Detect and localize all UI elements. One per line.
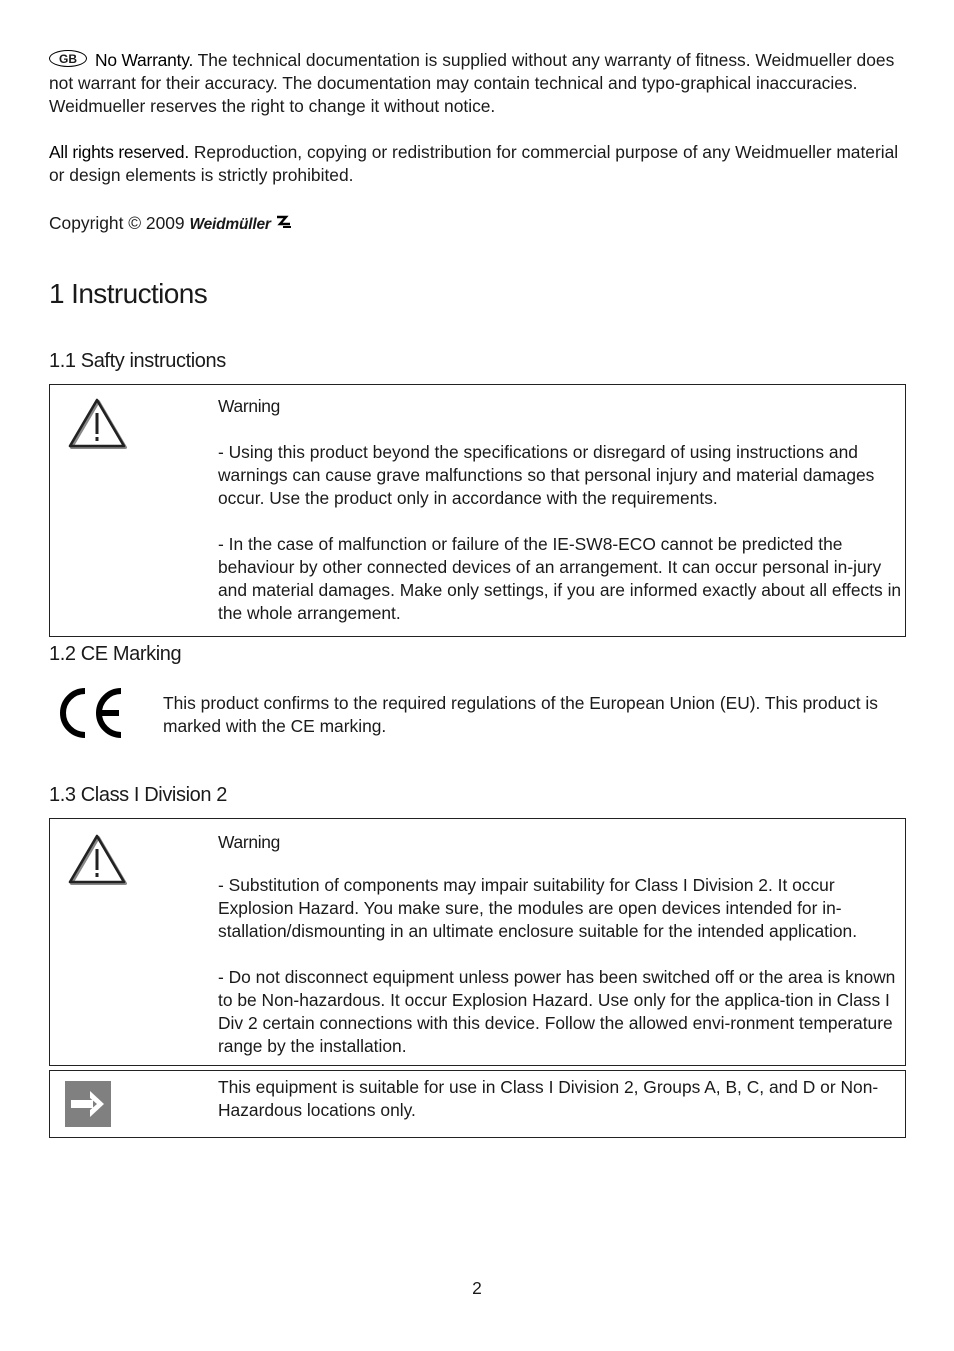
safety-warning-box (49, 384, 906, 637)
warranty-lead: No Warranty. (95, 50, 194, 70)
class1-warning-box (49, 818, 906, 1066)
ce-heading: 1.2 CE Marking (49, 643, 182, 665)
class1-warning-para-2: - Do not disconnect equipment unless power has been switched off or the area is known to be Non-hazardous. It occur Explosion Hazard. Use only for the applica-tion in Class I Div 2 certain connections with this device. Follow the allowed envi-ronment temperature range by the installation. (218, 967, 896, 1056)
page-number: 2 (472, 1278, 482, 1298)
class1-warning-para-1: - Substitution of components may impair suitability for Class I Division 2. It occur Explosion Hazard. You make sure, the modules are open devices intended for in-stallation/dismounting in an ultimate enclosure suitable for the intended application. (218, 875, 858, 941)
class1-warning-text (218, 831, 903, 1058)
gb-language-badge: GB (49, 50, 87, 67)
class1-heading: 1.3 Class I Division 2 (49, 784, 227, 806)
ce-text: This product confirms to the required regulations of the European Union (EU). This product is marked with the CE marking. (163, 693, 878, 736)
warning-triangle-icon (66, 395, 128, 458)
safety-warning-para-2: - In the case of malfunction or failure of the IE-SW8-ECO cannot be predicted the behaviour by other connected devices of an arrangement. It can occur personal in-jury and material damages. Make only settings, if you are informed exactly about all effects in the whole arrangement. (218, 534, 902, 623)
weidmueller-logo-icon (275, 214, 293, 237)
safety-heading: 1.1 Safty instructions (49, 350, 226, 372)
class1-note-box (49, 1070, 906, 1138)
safety-warning-para-1: - Using this product beyond the specifications or disregard of using instructions and warnings can cause grave malfunctions so that personal injury and material damages occur. Use the product only in accordance with the requirements. (218, 442, 875, 508)
rights-paragraph (49, 141, 909, 187)
warning-title: Warning (218, 832, 281, 852)
rights-text: Reproduction, copying or redistribution for commercial purpose of any Weidmueller material or design elements is strictly prohibited. (49, 142, 899, 185)
copyright-line (49, 212, 293, 237)
copyright-text: Copyright © 2009 (49, 213, 190, 233)
class1-note-text: This equipment is suitable for use in Class I Division 2, Groups A, B, C, and D or Non-Hazardous locations only. (218, 1077, 879, 1120)
arrow-right-icon (65, 1081, 111, 1132)
rights-lead: All rights reserved. (49, 142, 190, 162)
warning-triangle-icon (66, 831, 128, 894)
warranty-text: The technical documentation is supplied without any warranty of fitness. Weidmueller does not warrant for their accuracy. The documentation may contain technical and typo-graphical inaccuracies. Weidmueller reserves the right to change it without notice. (49, 50, 895, 116)
warning-title: Warning (218, 396, 281, 416)
chapter-title: 1 Instructions (49, 278, 208, 309)
warranty-paragraph (49, 49, 909, 118)
safety-warning-text (218, 395, 903, 625)
ce-mark-icon (55, 687, 125, 744)
brand-name: Weidmüller (189, 216, 271, 233)
